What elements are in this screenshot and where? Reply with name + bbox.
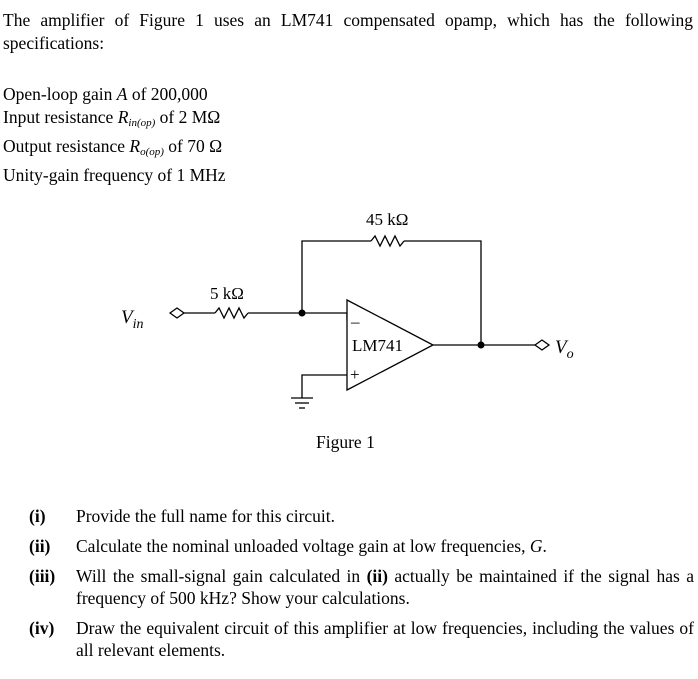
question-list <box>29 505 694 669</box>
spec-output-resistance: Output resistance $R_{o(op)}$ of 70 Ω <box>3 136 223 158</box>
junction-dot-output <box>478 342 485 349</box>
opamp-label: LM741 <box>352 336 403 355</box>
circuit-diagram <box>0 200 698 430</box>
feedback-wire-right <box>404 241 481 345</box>
feedback-resistor-label: 45 kΩ <box>366 210 409 229</box>
output-voltage-label: $V_o$ <box>555 337 574 362</box>
spec-open-loop-gain: Open-loop gain A of 200,000 <box>3 84 208 104</box>
ground-wire <box>302 375 347 398</box>
question-iii: (iii) Will the small-signal gain calculated in (ii) actually be maintained if the signal has a frequency of 500 kHz? Show your calculations. <box>29 566 694 608</box>
minus-sign: – <box>351 312 360 331</box>
question-ii: (ii) Calculate the nominal unloaded voltage gain at low frequencies, G. <box>29 536 547 556</box>
question-iv: (iv) Draw the equivalent circuit of this amplifier at low frequencies, including the values of all relevant elements. <box>29 618 694 660</box>
output-terminal <box>535 340 549 350</box>
intro-paragraph: The amplifier of Figure 1 uses an LM741 compensated opamp, which has the following specifications: <box>3 10 693 53</box>
spec-input-resistance: Input resistance $R_{in(op)}$ of 2 MΩ <box>3 107 221 129</box>
question-i: (i) Provide the full name for this circuit. <box>29 506 336 526</box>
spec-unity-gain-frequency: Unity-gain frequency of 1 MHz <box>3 165 226 185</box>
input-terminal <box>170 308 184 318</box>
junction-dot-input <box>299 310 306 317</box>
input-voltage-label: $V_{in}$ <box>121 307 144 332</box>
feedback-wire-left <box>302 241 371 313</box>
feedback-resistor-zigzag <box>371 236 404 246</box>
input-resistor-label: 5 kΩ <box>210 284 244 303</box>
spec-list <box>3 83 226 187</box>
input-resistor-zigzag <box>215 308 248 318</box>
plus-sign: + <box>350 365 360 384</box>
